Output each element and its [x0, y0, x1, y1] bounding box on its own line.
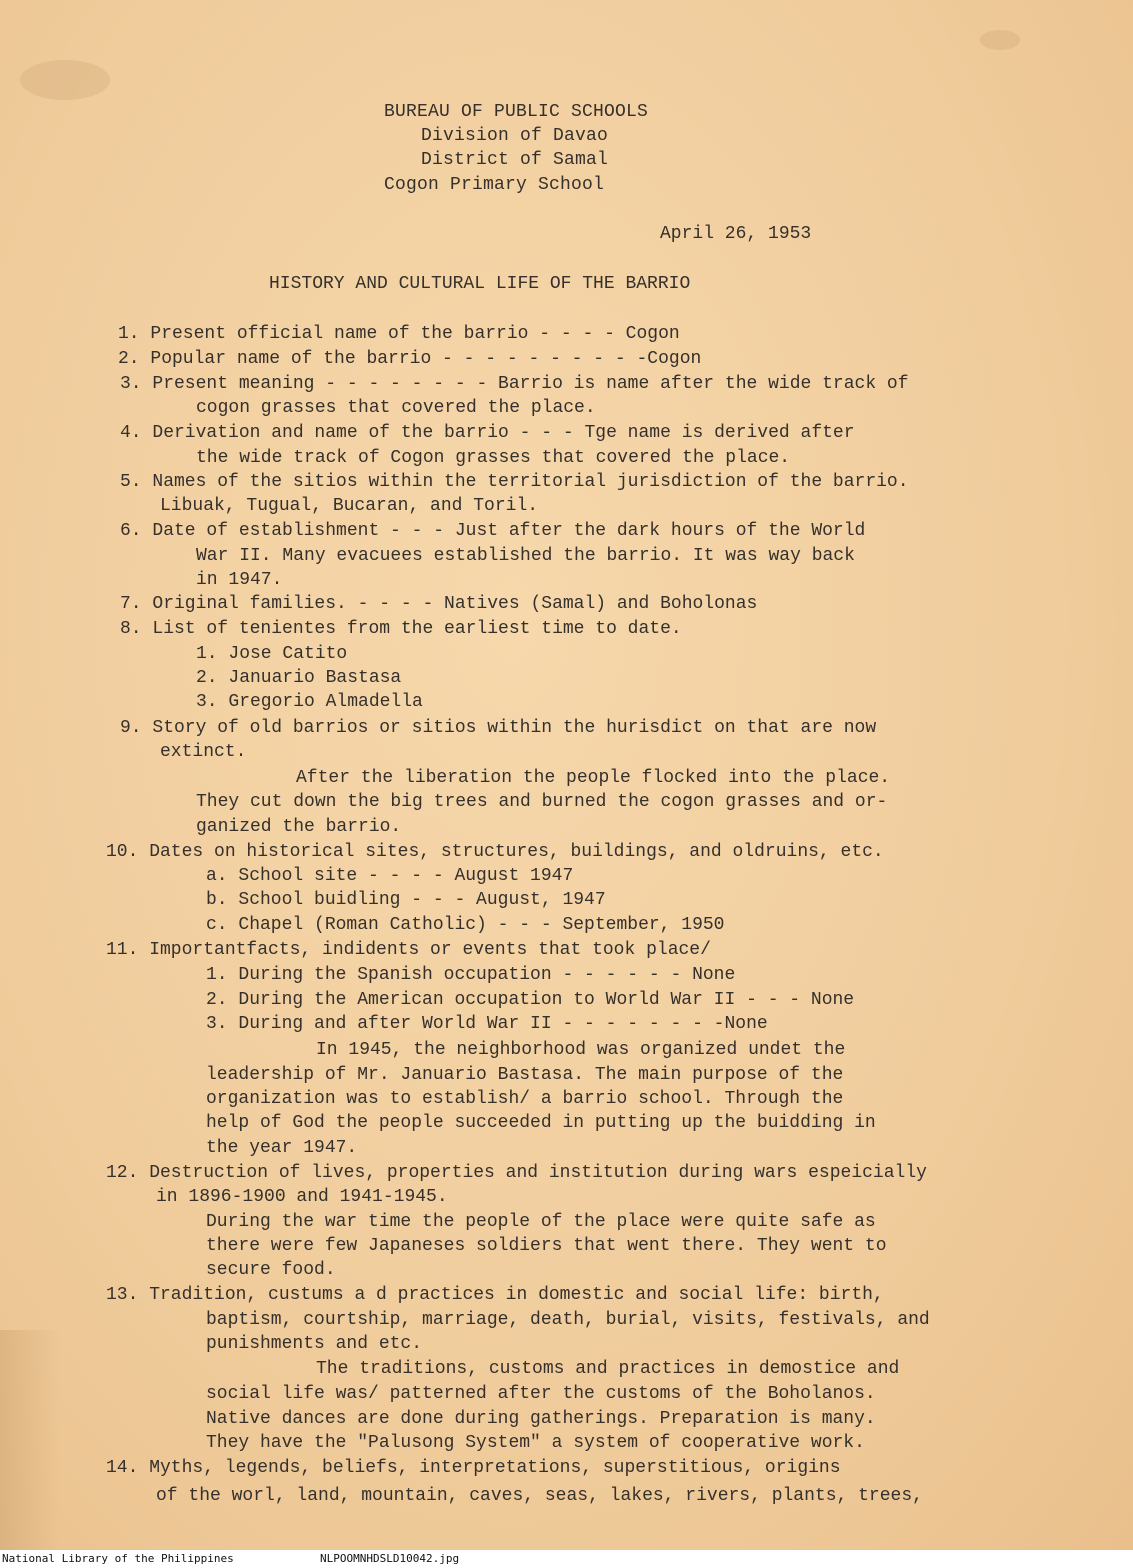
text-line: 8. List of tenientes from the earliest time to date. — [120, 619, 682, 639]
paper-stain — [20, 60, 110, 100]
text-line: 2. Januario Bastasa — [196, 668, 402, 688]
image-caption-bar — [0, 1550, 1133, 1568]
text-line: baptism, courtship, marriage, death, burial, visits, festivals, and — [206, 1310, 930, 1330]
text-line: the wide track of Cogon grasses that covered the place. — [196, 448, 791, 468]
header-district: District of Samal — [421, 150, 609, 170]
text-line: After the liberation the people flocked into the place. — [296, 768, 891, 788]
text-line: 5. Names of the sitios within the territorial jurisdiction of the barrio. — [120, 472, 909, 492]
text-line: extinct. — [160, 742, 247, 762]
text-line: 10. Dates on historical sites, structures, buildings, and oldruins, etc. — [106, 842, 884, 862]
text-line: b. School buidling - - - August, 1947 — [206, 890, 606, 910]
header-bureau: BUREAU OF PUBLIC SCHOOLS — [384, 102, 649, 122]
text-line: Libuak, Tugual, Bucaran, and Toril. — [160, 496, 539, 516]
text-line: The traditions, customs and practices in demostice and — [316, 1359, 900, 1379]
text-line: c. Chapel (Roman Catholic) - - - September, 1950 — [206, 915, 725, 935]
text-line: 1. During the Spanish occupation - - - - - - None — [206, 965, 736, 985]
torn-edge — [0, 1330, 60, 1550]
text-line: a. School site - - - - August 1947 — [206, 866, 574, 886]
text-line: 14. Myths, legends, beliefs, interpretations, superstitious, origins — [106, 1458, 841, 1478]
document-title: HISTORY AND CULTURAL LIFE OF THE BARRIO — [269, 274, 691, 294]
text-line: 3. Gregorio Almadella — [196, 692, 423, 712]
text-line: 6. Date of establishment - - - Just after the dark hours of the World — [120, 521, 866, 541]
text-line: cogon grasses that covered the place. — [196, 398, 596, 418]
text-line: In 1945, the neighborhood was organized undet the — [316, 1040, 846, 1060]
text-line: of the worl, land, mountain, caves, seas, lakes, rivers, plants, trees, — [156, 1486, 923, 1506]
text-line: Native dances are done during gatherings. Preparation is many. — [206, 1409, 876, 1429]
text-line: organization was to establish/ a barrio school. Through the — [206, 1089, 844, 1109]
text-line: social life was/ patterned after the customs of the Boholanos. — [206, 1384, 876, 1404]
text-line: in 1947. — [196, 570, 283, 590]
text-line: 1. Present official name of the barrio - - - - Cogon — [118, 324, 680, 344]
text-line: the year 1947. — [206, 1138, 358, 1158]
image-filename: NLPOOMNHDSLD10042.jpg — [320, 1552, 460, 1565]
text-line: leadership of Mr. Januario Bastasa. The main purpose of the — [206, 1065, 844, 1085]
text-line: They have the "Palusong System" a system of cooperative work. — [206, 1433, 865, 1453]
text-line: 13. Tradition, custums a d practices in domestic and social life: birth, — [106, 1285, 884, 1305]
text-line: They cut down the big trees and burned the cogon grasses and or- — [196, 792, 888, 812]
text-line: ganized the barrio. — [196, 817, 402, 837]
text-line: help of God the people succeeded in putting up the buidding in — [206, 1113, 876, 1133]
text-line: War II. Many evacuees established the barrio. It was way back — [196, 546, 855, 566]
text-line: 9. Story of old barrios or sitios within the hurisdict on that are now — [120, 718, 877, 738]
text-line: secure food. — [206, 1260, 336, 1280]
text-line: in 1896-1900 and 1941-1945. — [156, 1187, 448, 1207]
header-division: Division of Davao — [421, 126, 609, 146]
text-line: 3. Present meaning - - - - - - - - Barrio is name after the wide track of — [120, 374, 909, 394]
header-school: Cogon Primary School — [384, 175, 605, 195]
paper-stain — [980, 30, 1020, 50]
text-line: 1. Jose Catito — [196, 644, 348, 664]
library-credit: National Library of the Philippines — [2, 1552, 234, 1565]
text-line: 2. During the American occupation to World War II - - - None — [206, 990, 855, 1010]
document-date: April 26, 1953 — [660, 224, 812, 244]
text-line: 2. Popular name of the barrio - - - - - - - - - -Cogon — [118, 349, 702, 369]
text-line: 11. Importantfacts, indidents or events that took place/ — [106, 940, 711, 960]
text-line: punishments and etc. — [206, 1334, 423, 1354]
text-line: 3. During and after World War II - - - - - - - -None — [206, 1014, 768, 1034]
text-line: 7. Original families. - - - - Natives (Samal) and Boholonas — [120, 594, 758, 614]
text-line: there were few Japaneses soldiers that went there. They went to — [206, 1236, 887, 1256]
text-line: 12. Destruction of lives, properties and institution during wars espeicially — [106, 1163, 927, 1183]
text-line: During the war time the people of the place were quite safe as — [206, 1212, 876, 1232]
text-line: 4. Derivation and name of the barrio - - - Tge name is derived after — [120, 423, 855, 443]
